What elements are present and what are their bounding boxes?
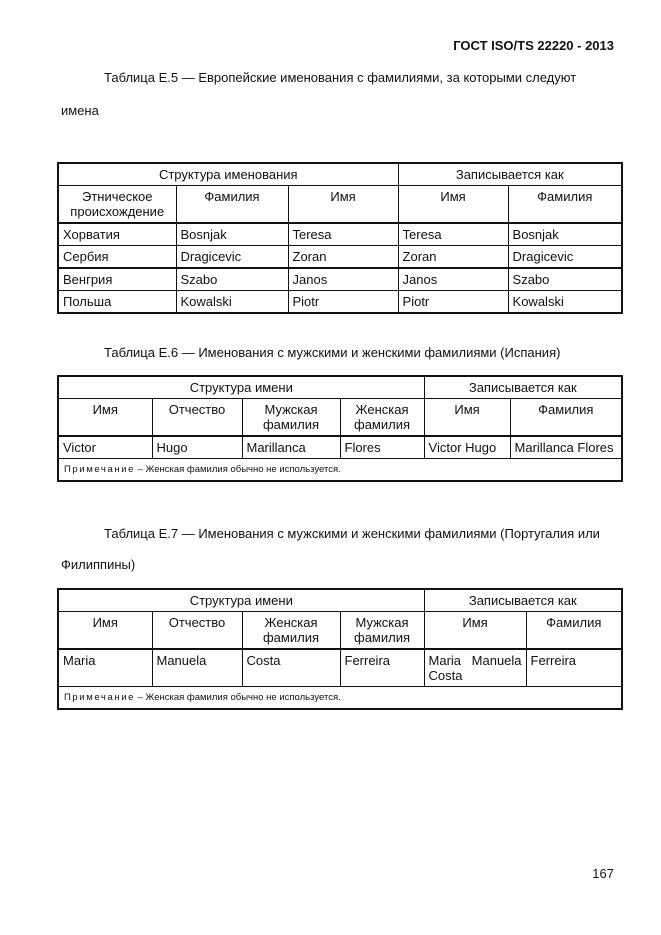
document-header: ГОСТ ISO/TS 22220 - 2013 [453,38,614,53]
table-cell: Zoran [288,246,398,269]
table-row [58,268,622,291]
table-e6 [57,375,623,482]
table-e7-col-header: Имя [58,612,152,650]
table-e6-group-written: Записывается как [424,376,622,399]
table-e7-caption-line1: Таблица Е.7 — Именования с мужскими и женскими фамилиями (Португалия или [104,526,600,541]
table-row [58,436,622,459]
table-e7-group-structure: Структура имени [58,589,424,612]
table-cell: Zoran [398,246,508,269]
table-e5-group-written: Записывается как [398,163,622,186]
table-cell: Flores [340,436,424,459]
table-e5-group-structure: Структура именования [58,163,398,186]
table-e6-col-header: Имя [424,399,510,437]
table-e5-col-header: Имя [398,186,508,224]
table-cell: Хорватия [58,223,176,246]
table-cell: Victor [58,436,152,459]
table-cell: Teresa [288,223,398,246]
table-cell: Szabo [508,268,622,291]
table-e7-col-header: Женская фамилия [242,612,340,650]
table-e5 [57,162,623,314]
table-cell: Costa [242,649,340,687]
table-cell: Marillanca Flores [510,436,622,459]
table-e7-caption-line2: Филиппины) [61,557,136,572]
table-cell: Maria [58,649,152,687]
table-cell: Janos [398,268,508,291]
table-cell: Piotr [398,291,508,314]
table-cell: Piotr [288,291,398,314]
table-cell: Bosnjak [176,223,288,246]
table-cell: Сербия [58,246,176,269]
table-cell: Marillanca [242,436,340,459]
table-e6-group-structure: Структура имени [58,376,424,399]
table-cell: Kowalski [176,291,288,314]
table-e5-caption-cont [61,94,614,127]
table-e6-col-header: Мужская фамилия [242,399,340,437]
table-e6-col-header: Отчество [152,399,242,437]
note-text: – Женская фамилия обычно не используется. [135,464,341,475]
table-e7-col-header: Фамилия [526,612,622,650]
table-row [58,223,622,246]
table-e5-caption-line1: Таблица Е.5 — Европейские именования с фамилиями, за которыми следуют [104,70,577,85]
table-e5-col-header: Фамилия [176,186,288,224]
table-cell: Kowalski [508,291,622,314]
table-cell: Janos [288,268,398,291]
note-label: Примечание [64,464,135,475]
table-cell: Польша [58,291,176,314]
table-e5-col-header: Фамилия [508,186,622,224]
table-cell: Венгрия [58,268,176,291]
table-cell: Victor Hugo [424,436,510,459]
table-cell: Dragicevic [176,246,288,269]
table-e6-caption [61,336,614,369]
table-row [58,649,622,687]
table-row [58,246,622,269]
table-e7-caption [61,517,614,550]
table-e5-col-header: Этническое происхождение [58,186,176,224]
table-cell: Manuela [152,649,242,687]
table-e7-col-header: Имя [424,612,526,650]
note-text: – Женская фамилия обычно не используется. [135,692,341,703]
table-cell: Ferreira [526,649,622,687]
table-e6-col-header: Имя [58,399,152,437]
table-cell: Hugo [152,436,242,459]
table-e7-group-written: Записывается как [424,589,622,612]
table-e6-note [58,459,622,482]
table-e7 [57,588,623,710]
table-e7-caption-cont [61,548,614,581]
table-cell: Teresa [398,223,508,246]
table-cell: Szabo [176,268,288,291]
note-label: Примечание [64,692,135,703]
table-e5-caption-line2: имена [61,103,99,118]
page-number: 167 [592,866,614,881]
table-e7-col-header: Отчество [152,612,242,650]
table-e6-col-header: Фамилия [510,399,622,437]
table-e6-col-header: Женская фамилия [340,399,424,437]
table-e5-col-header: Имя [288,186,398,224]
table-cell: Ferreira [340,649,424,687]
table-e7-col-header: Мужская фамилия [340,612,424,650]
table-cell: Bosnjak [508,223,622,246]
table-cell: Maria Manuela Costa [424,649,526,687]
table-e7-note [58,687,622,710]
table-cell: Dragicevic [508,246,622,269]
table-e5-caption [61,61,614,94]
table-row [58,291,622,314]
table-e6-caption-line1: Таблица Е.6 — Именования с мужскими и женскими фамилиями (Испания) [104,345,561,360]
